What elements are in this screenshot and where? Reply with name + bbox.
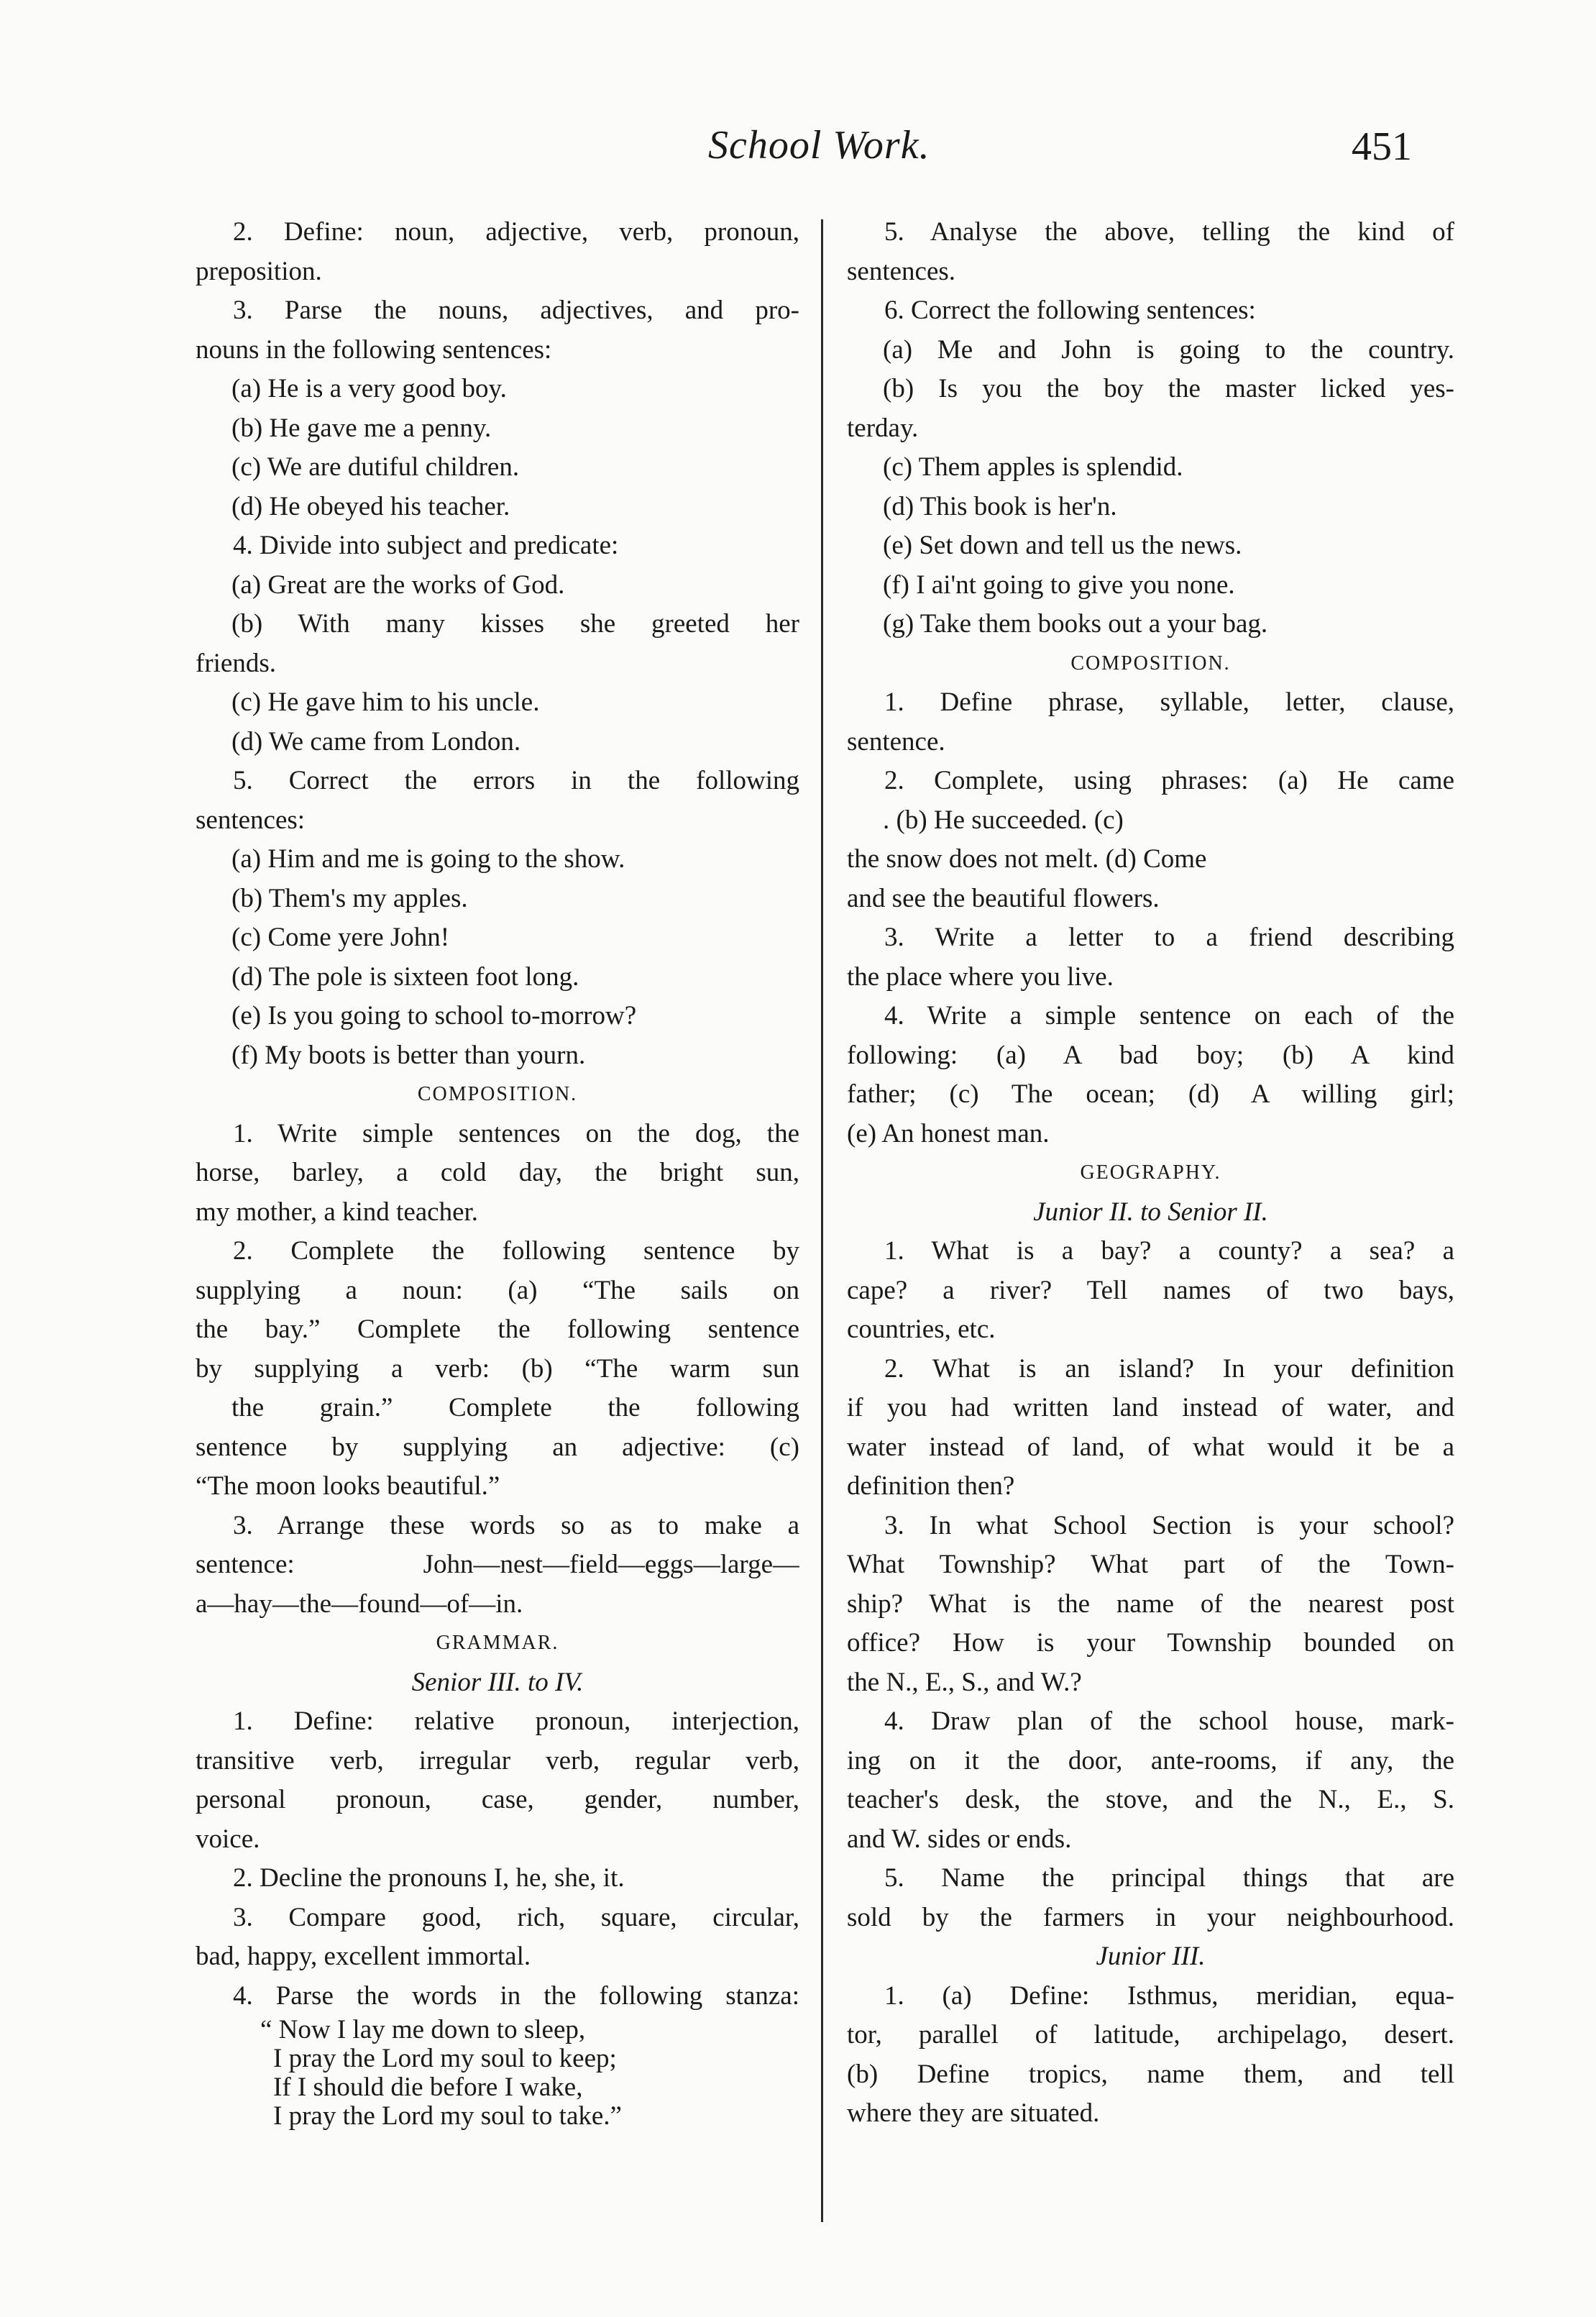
left-text-line: (a) Him and me is going to the show. [231,844,625,874]
right-text-line: sentence. [847,726,945,757]
right-text-line: (d) This book is her'n. [883,491,1117,521]
left-text-line: 3. Parse the nouns, adjectives, and pro- [233,296,799,325]
poem-line: If I should die before I wake, [273,2072,583,2102]
right-text-line: 6. Correct the following sentences: [884,296,1256,325]
left-text-line: (c) We are dutiful children. [231,452,520,482]
left-text-line: my mother, a kind teacher. [196,1197,479,1227]
right-text-line: 5. Analyse the above, telling the kind of [884,217,1454,247]
left-text-line: (d) We came from London. [231,726,521,757]
poem-line: I pray the Lord my soul to keep; [273,2044,617,2073]
left-text-line: 2. Decline the pronouns I, he, she, it. [233,1863,625,1893]
right-text-line: (g) Take them books out a your bag. [883,609,1268,639]
left-text-line: (d) He obeyed his teacher. [231,491,510,521]
left-text-line: 2. Complete the following sentence by [233,1236,799,1266]
left-text-line: by supplying a verb: (b) “The warm sun [196,1353,799,1384]
right-text-line: (e) An honest man. [847,1118,1050,1148]
left-text-line: (f) My boots is better than yourn. [231,1040,586,1070]
right-text-line: sentences. [847,256,956,286]
right-text-line: 3. In what School Section is your school? [884,1510,1454,1540]
right-text-line: countries, etc. [847,1315,996,1344]
left-text-line: (e) Is you going to school to-morrow? [231,1001,637,1030]
left-text-line: supplying a noun: (a) “The sails on [196,1275,799,1305]
right-text-line: sold by the farmers in your neighbourhood. [847,1902,1454,1932]
right-text-line: the N., E., S., and W.? [847,1667,1082,1697]
right-text-line: water instead of land, of what would it be a [847,1432,1454,1462]
right-section-heading: Junior III. [1096,1942,1206,1971]
right-text-line: . (b) He succeeded. (c) [883,805,1124,835]
right-column [847,213,1454,2134]
right-text-line: (e) Set down and tell us the news. [883,531,1242,560]
right-section-heading: Junior II. to Senior II. [1033,1197,1268,1227]
page-number: 451 [1352,124,1412,169]
right-text-line: (b) Is you the boy the master licked yes- [883,374,1454,403]
right-text-line: 1. (a) Define: Isthmus, meridian, equa- [884,1980,1454,2011]
right-text-line: (a) Me and John is going to the country. [883,334,1454,365]
left-text-line: (a) He is a very good boy. [231,374,507,403]
left-text-line: the grain.” Complete the following [231,1393,799,1422]
left-section-heading: Senior III. to IV. [411,1667,584,1697]
right-text-line: 1. What is a bay? a county? a sea? a [884,1236,1454,1266]
left-text-line: nouns in the following sentences: [196,334,552,365]
right-text-line: ing on it the door, ante-rooms, if any, the [847,1745,1454,1776]
left-text-line: (b) Them's my apples. [231,883,468,913]
left-text-line: personal pronoun, case, gender, number, [196,1785,799,1814]
right-text-line: 2. Complete, using phrases: (a) He came [884,766,1454,795]
left-text-line: sentences: [196,805,306,835]
right-text-line: following: (a) A bad boy; (b) A kind [847,1040,1454,1070]
left-text-line: 1. Define: relative pronoun, interjection, [233,1706,799,1736]
right-text-line: 4. Write a simple sentence on each of the [884,1001,1454,1030]
right-text-line: definition then? [847,1471,1015,1501]
right-text-line: and W. sides or ends. [847,1824,1072,1854]
left-text-line: 4. Divide into subject and predicate: [233,531,619,560]
left-text-line: horse, barley, a cold day, the bright sun, [196,1158,799,1187]
right-text-line: if you had written land instead of water, and [847,1393,1454,1422]
left-text-line: (c) He gave him to his uncle. [231,687,540,717]
poem-line: “ Now I lay me down to sleep, [260,2015,586,2044]
left-text-line: bad, happy, excellent immortal. [196,1942,531,1971]
right-text-line: 3. Write a letter to a friend describing [884,923,1454,952]
right-text-line: ship? What is the name of the nearest post [847,1589,1454,1619]
left-section-heading: COMPOSITION. [417,1083,578,1105]
left-text-line: 5. Correct the errors in the following [233,766,799,795]
left-text-line: sentence: John—nest—field—eggs—large— [196,1550,799,1579]
left-text-line: (c) Come yere John! [231,923,450,952]
right-text-line: tor, parallel of latitude, archipelago, desert. [847,2020,1454,2049]
right-section-heading: COMPOSITION. [1070,652,1231,675]
right-text-line: (c) Them apples is splendid. [883,452,1183,482]
right-text-line: office? How is your Township bounded on [847,1628,1454,1658]
left-text-line: “The moon looks beautiful.” [196,1471,500,1501]
left-text-line: preposition. [196,256,322,286]
right-text-line: 1. Define phrase, syllable, letter, clause, [884,687,1454,717]
left-text-line: sentence by supplying an adjective: (c) [196,1432,799,1462]
left-text-line: 1. Write simple sentences on the dog, the [233,1118,799,1148]
right-section-heading: GEOGRAPHY. [1080,1161,1221,1184]
running-title: School Work. [708,123,930,168]
right-text-line: (f) I ai'nt going to give you none. [883,570,1235,600]
right-text-line: 5. Name the principal things that are [884,1863,1454,1893]
left-text-line: 3. Arrange these words so as to make a [233,1510,799,1540]
left-text-line: friends. [196,648,276,678]
right-text-line: 2. What is an island? In your definition [884,1353,1454,1384]
running-header [0,122,1596,180]
right-text-line: What Township? What part of the Town- [847,1550,1454,1579]
left-text-line: 3. Compare good, rich, square, circular, [233,1902,799,1932]
left-text-line: voice. [196,1824,260,1854]
right-text-line: father; (c) The ocean; (d) A willing girl; [847,1079,1454,1109]
left-text-line: (b) He gave me a penny. [231,413,492,443]
left-text-line: transitive verb, irregular verb, regular verb, [196,1745,799,1776]
left-text-line: a—hay—the—found—of—in. [196,1589,523,1619]
right-text-line: terday. [847,413,919,443]
right-text-line: cape? a river? Tell names of two bays, [847,1275,1454,1305]
left-text-line: the bay.” Complete the following sentence [196,1315,799,1344]
poem-line: I pray the Lord my soul to take.” [273,2101,622,2131]
right-text-line: the place where you live. [847,961,1114,992]
left-text-line: (b) With many kisses she greeted her [231,609,799,639]
right-text-line: (b) Define tropics, name them, and tell [847,2059,1454,2089]
left-section-heading: GRAMMAR. [436,1632,559,1654]
left-text-line: (a) Great are the works of God. [231,570,565,600]
left-text-line: 4. Parse the words in the following stanza: [233,1980,799,2011]
column-divider [821,219,823,2222]
right-text-line: and see the beautiful flowers. [847,883,1160,913]
right-text-line: teacher's desk, the stove, and the N., E., S. [847,1785,1454,1814]
left-column [196,213,799,2131]
left-text-line: 2. Define: noun, adjective, verb, pronoun, [233,217,799,247]
right-text-line: 4. Draw plan of the school house, mark- [884,1706,1454,1736]
right-text-line: the snow does not melt. (d) Come [847,844,1207,874]
left-text-line: (d) The pole is sixteen foot long. [231,961,579,992]
right-text-line: where they are situated. [847,2098,1100,2128]
